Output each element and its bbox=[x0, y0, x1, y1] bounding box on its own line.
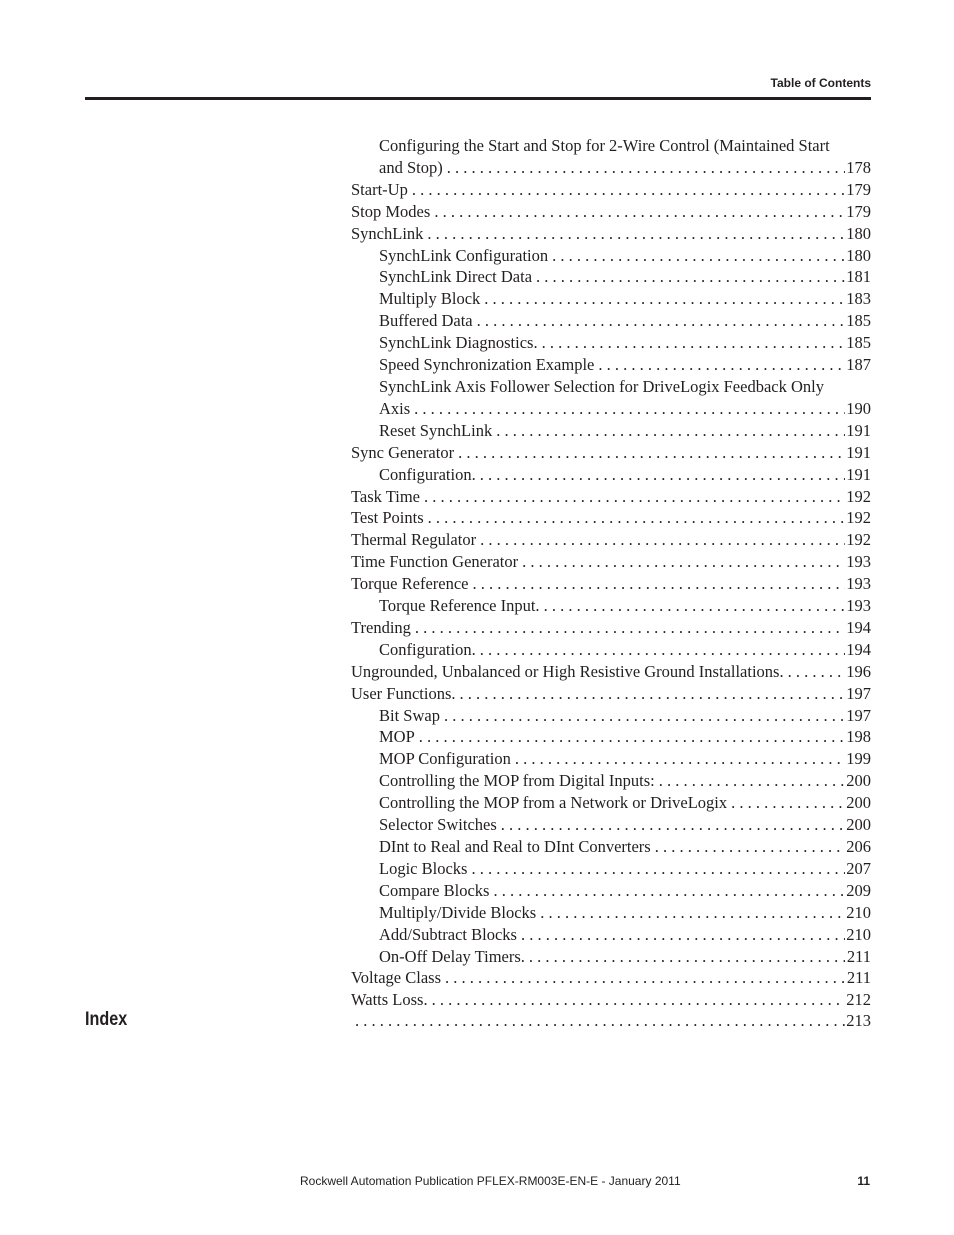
dot-leader bbox=[443, 157, 845, 179]
toc-entry[interactable] bbox=[351, 398, 871, 420]
toc-entry-title: Logic Blocks bbox=[379, 858, 468, 878]
dot-leader bbox=[727, 792, 845, 814]
dot-leader bbox=[476, 529, 845, 551]
toc-entry-page: 193 bbox=[846, 552, 871, 572]
toc-entry[interactable] bbox=[351, 310, 871, 332]
toc-entry-title: Controlling the MOP from a Network or DriveLogix bbox=[379, 793, 728, 813]
toc-entry[interactable] bbox=[351, 792, 871, 814]
dot-leader bbox=[440, 705, 845, 727]
toc-entry-title: Selector Switches bbox=[379, 815, 497, 835]
toc-entry-title: DInt to Real and Real to DInt Converters bbox=[379, 837, 651, 856]
dot-leader bbox=[428, 989, 845, 1011]
toc-entry-page: 193 bbox=[846, 596, 871, 616]
toc-entry[interactable] bbox=[351, 245, 871, 267]
toc-entry-page: 178 bbox=[846, 157, 871, 177]
toc-entry-title: Voltage Class bbox=[351, 968, 441, 988]
toc-entry-page: 210 bbox=[846, 924, 871, 944]
toc-entry[interactable] bbox=[351, 573, 871, 595]
toc-entry-page: 200 bbox=[846, 793, 871, 813]
toc-entry[interactable] bbox=[351, 836, 871, 858]
toc-entry-title: and Stop) bbox=[379, 157, 443, 177]
dot-leader bbox=[784, 661, 845, 683]
dot-leader bbox=[480, 288, 845, 310]
toc-entry[interactable] bbox=[351, 354, 871, 376]
toc-entry-title: Task Time bbox=[351, 486, 420, 506]
index-entry[interactable] bbox=[351, 1010, 871, 1032]
toc-entry[interactable] bbox=[351, 507, 871, 529]
dot-leader bbox=[456, 683, 846, 705]
toc-entry-title: Torque Reference Input. bbox=[379, 596, 540, 616]
footer-page-number: 11 bbox=[857, 1174, 870, 1188]
dot-leader bbox=[476, 464, 845, 486]
dot-leader bbox=[476, 639, 845, 661]
running-header-title: Table of Contents bbox=[770, 76, 871, 90]
toc-entry-page: 211 bbox=[846, 946, 871, 966]
toc-entry-page: 180 bbox=[846, 223, 871, 243]
toc-entry-page: 179 bbox=[846, 201, 871, 221]
dot-leader bbox=[492, 420, 845, 442]
dot-leader bbox=[536, 902, 845, 924]
toc-entry[interactable] bbox=[351, 288, 871, 310]
dot-leader bbox=[454, 442, 845, 464]
toc-entry[interactable] bbox=[351, 266, 871, 288]
dot-leader bbox=[651, 836, 845, 858]
dot-leader bbox=[467, 858, 845, 880]
toc-entry-title: Torque Reference bbox=[351, 574, 469, 594]
toc-entry-page: 179 bbox=[846, 179, 871, 199]
toc-entry-page: 180 bbox=[846, 245, 871, 265]
toc-entry-line: Configuring the Start and Stop for 2-Wire Control (Maintained Start bbox=[379, 136, 830, 155]
toc-entry[interactable] bbox=[351, 639, 871, 661]
toc-entry-title: Speed Synchronization Example bbox=[379, 355, 595, 375]
toc-entry-page: 192 bbox=[846, 530, 871, 550]
dot-leader bbox=[517, 924, 845, 946]
toc-entry-title: Trending bbox=[351, 617, 411, 637]
toc-entry-page: 185 bbox=[846, 311, 871, 331]
dot-leader bbox=[538, 332, 845, 354]
toc-entry-page: 212 bbox=[846, 990, 871, 1010]
footer-publication: Rockwell Automation Publication PFLEX-RM003E-EN-E - January 2011 bbox=[300, 1174, 681, 1188]
header-rule bbox=[85, 97, 871, 100]
toc-entry-title: Axis bbox=[379, 398, 411, 418]
toc-entry-page: 187 bbox=[846, 355, 871, 375]
toc-entry-page: 197 bbox=[846, 705, 871, 725]
dot-leader bbox=[655, 770, 845, 792]
toc-entry-title: Reset SynchLink bbox=[379, 420, 493, 440]
toc-entry-title: Multiply/Divide Blocks bbox=[379, 902, 537, 922]
toc-entry-title: Watts Loss. bbox=[351, 990, 428, 1010]
toc-entry-page: 192 bbox=[846, 486, 871, 506]
toc-entry-title: Controlling the MOP from Digital Inputs: bbox=[379, 771, 655, 791]
toc-entry-list bbox=[351, 420, 871, 1011]
toc-entry-page: 194 bbox=[846, 639, 871, 659]
toc-entry[interactable] bbox=[351, 924, 871, 946]
dot-leader bbox=[423, 223, 845, 245]
toc-entry-page: 209 bbox=[846, 880, 871, 900]
dot-leader bbox=[489, 880, 845, 902]
toc-entry-title: On-Off Delay Timers. bbox=[379, 946, 525, 966]
toc-entry[interactable] bbox=[351, 332, 871, 354]
toc-entry-page: 197 bbox=[846, 683, 871, 703]
index-heading: Index bbox=[85, 1009, 128, 1030]
toc-entry[interactable] bbox=[351, 486, 871, 508]
dot-leader bbox=[525, 946, 845, 968]
dot-leader bbox=[548, 245, 845, 267]
toc-entry[interactable] bbox=[351, 967, 871, 989]
toc-entry[interactable] bbox=[351, 442, 871, 464]
dot-leader bbox=[351, 1010, 845, 1032]
toc-entry[interactable] bbox=[351, 551, 871, 573]
toc-entry-title: SynchLink Direct Data bbox=[379, 267, 533, 287]
toc-entry[interactable] bbox=[351, 157, 871, 179]
toc-entry-title: SynchLink Configuration bbox=[379, 245, 549, 265]
toc-entry[interactable] bbox=[351, 858, 871, 880]
toc-entry-title: MOP Configuration bbox=[379, 749, 511, 769]
toc-entry[interactable] bbox=[351, 726, 871, 748]
toc-entry-page: 191 bbox=[846, 442, 871, 462]
toc-entry-title: MOP bbox=[379, 727, 415, 747]
toc-entry[interactable] bbox=[351, 420, 871, 442]
toc-entry-title: Start-Up bbox=[351, 179, 408, 199]
toc-entry-page: 198 bbox=[846, 727, 871, 747]
toc-entry-list bbox=[351, 179, 871, 376]
index-page: 213 bbox=[846, 1011, 871, 1030]
toc-entry[interactable] bbox=[351, 946, 871, 968]
toc-entry[interactable] bbox=[351, 201, 871, 223]
dot-leader bbox=[424, 507, 845, 529]
toc-entry[interactable] bbox=[351, 661, 871, 683]
toc-entry-page: 210 bbox=[846, 902, 871, 922]
toc-entry-title: Buffered Data bbox=[379, 311, 473, 331]
dot-leader bbox=[497, 814, 845, 836]
toc-entry-title: Test Points bbox=[351, 508, 424, 528]
toc-entry-page: 200 bbox=[846, 815, 871, 835]
toc-entry[interactable] bbox=[351, 464, 871, 486]
toc-entry-page: 211 bbox=[846, 968, 871, 988]
toc-entry-title: Add/Subtract Blocks bbox=[379, 924, 517, 944]
dot-leader bbox=[511, 748, 845, 770]
dot-leader bbox=[594, 354, 845, 376]
toc-entry-page: 185 bbox=[846, 333, 871, 353]
toc-entry-title: Multiply Block bbox=[379, 289, 481, 309]
toc-entry-title: Sync Generator bbox=[351, 442, 455, 462]
dot-leader bbox=[410, 398, 845, 420]
toc-entry[interactable] bbox=[351, 880, 871, 902]
toc-entry-page: 193 bbox=[846, 574, 871, 594]
dot-leader bbox=[468, 573, 845, 595]
toc-entry[interactable] bbox=[351, 223, 871, 245]
toc-entry[interactable] bbox=[351, 1010, 871, 1032]
toc-entry-page: 194 bbox=[846, 617, 871, 637]
toc-entry[interactable] bbox=[351, 683, 871, 705]
toc-entry-title: Ungrounded, Unbalanced or High Resistive Ground Installations. bbox=[351, 661, 784, 681]
toc-entry-page: 183 bbox=[846, 289, 871, 309]
toc-entry-title: SynchLink bbox=[351, 223, 424, 243]
toc-entry-title: Bit Swap bbox=[379, 705, 440, 725]
toc-entry[interactable] bbox=[351, 814, 871, 836]
dot-leader bbox=[415, 726, 845, 748]
toc-entry[interactable] bbox=[351, 770, 871, 792]
toc-entry-title: SynchLink Diagnostics. bbox=[379, 333, 538, 353]
toc-entry-page: 181 bbox=[846, 267, 871, 287]
dot-leader bbox=[420, 486, 845, 508]
toc-entry-page: 196 bbox=[846, 661, 871, 681]
toc-entry[interactable] bbox=[351, 902, 871, 924]
table-of-contents bbox=[351, 135, 871, 1011]
toc-entry-page: 191 bbox=[846, 464, 871, 484]
toc-entry[interactable] bbox=[351, 179, 871, 201]
toc-entry-title: Compare Blocks bbox=[379, 880, 490, 900]
toc-entry-title: User Functions. bbox=[351, 683, 456, 703]
toc-entry-page: 199 bbox=[846, 749, 871, 769]
dot-leader bbox=[408, 179, 845, 201]
toc-entry-title: Thermal Regulator bbox=[351, 530, 477, 550]
dot-leader bbox=[473, 310, 845, 332]
toc-entry-title: Stop Modes bbox=[351, 201, 431, 221]
toc-entry[interactable] bbox=[351, 617, 871, 639]
toc-entry[interactable] bbox=[351, 989, 871, 1011]
toc-entry-page: 200 bbox=[846, 771, 871, 791]
toc-entry-page: 206 bbox=[846, 837, 871, 856]
toc-entry-title: Time Function Generator bbox=[351, 552, 519, 572]
dot-leader bbox=[411, 617, 845, 639]
toc-entry-page: 191 bbox=[846, 420, 871, 440]
toc-entry-title: Configuration. bbox=[379, 464, 476, 484]
toc-entry[interactable] bbox=[351, 748, 871, 770]
dot-leader bbox=[430, 201, 845, 223]
toc-entry[interactable] bbox=[351, 595, 871, 617]
toc-entry-line: SynchLink Axis Follower Selection for DriveLogix Feedback Only bbox=[379, 376, 824, 396]
dot-leader bbox=[532, 266, 845, 288]
dot-leader bbox=[441, 967, 845, 989]
toc-entry-page: 207 bbox=[846, 858, 871, 878]
dot-leader bbox=[518, 551, 845, 573]
toc-entry-page: 192 bbox=[846, 508, 871, 528]
toc-entry[interactable] bbox=[351, 705, 871, 727]
toc-entry-page: 190 bbox=[846, 398, 871, 418]
dot-leader bbox=[540, 595, 845, 617]
toc-entry-title: Configuration. bbox=[379, 639, 476, 659]
toc-entry[interactable] bbox=[351, 529, 871, 551]
